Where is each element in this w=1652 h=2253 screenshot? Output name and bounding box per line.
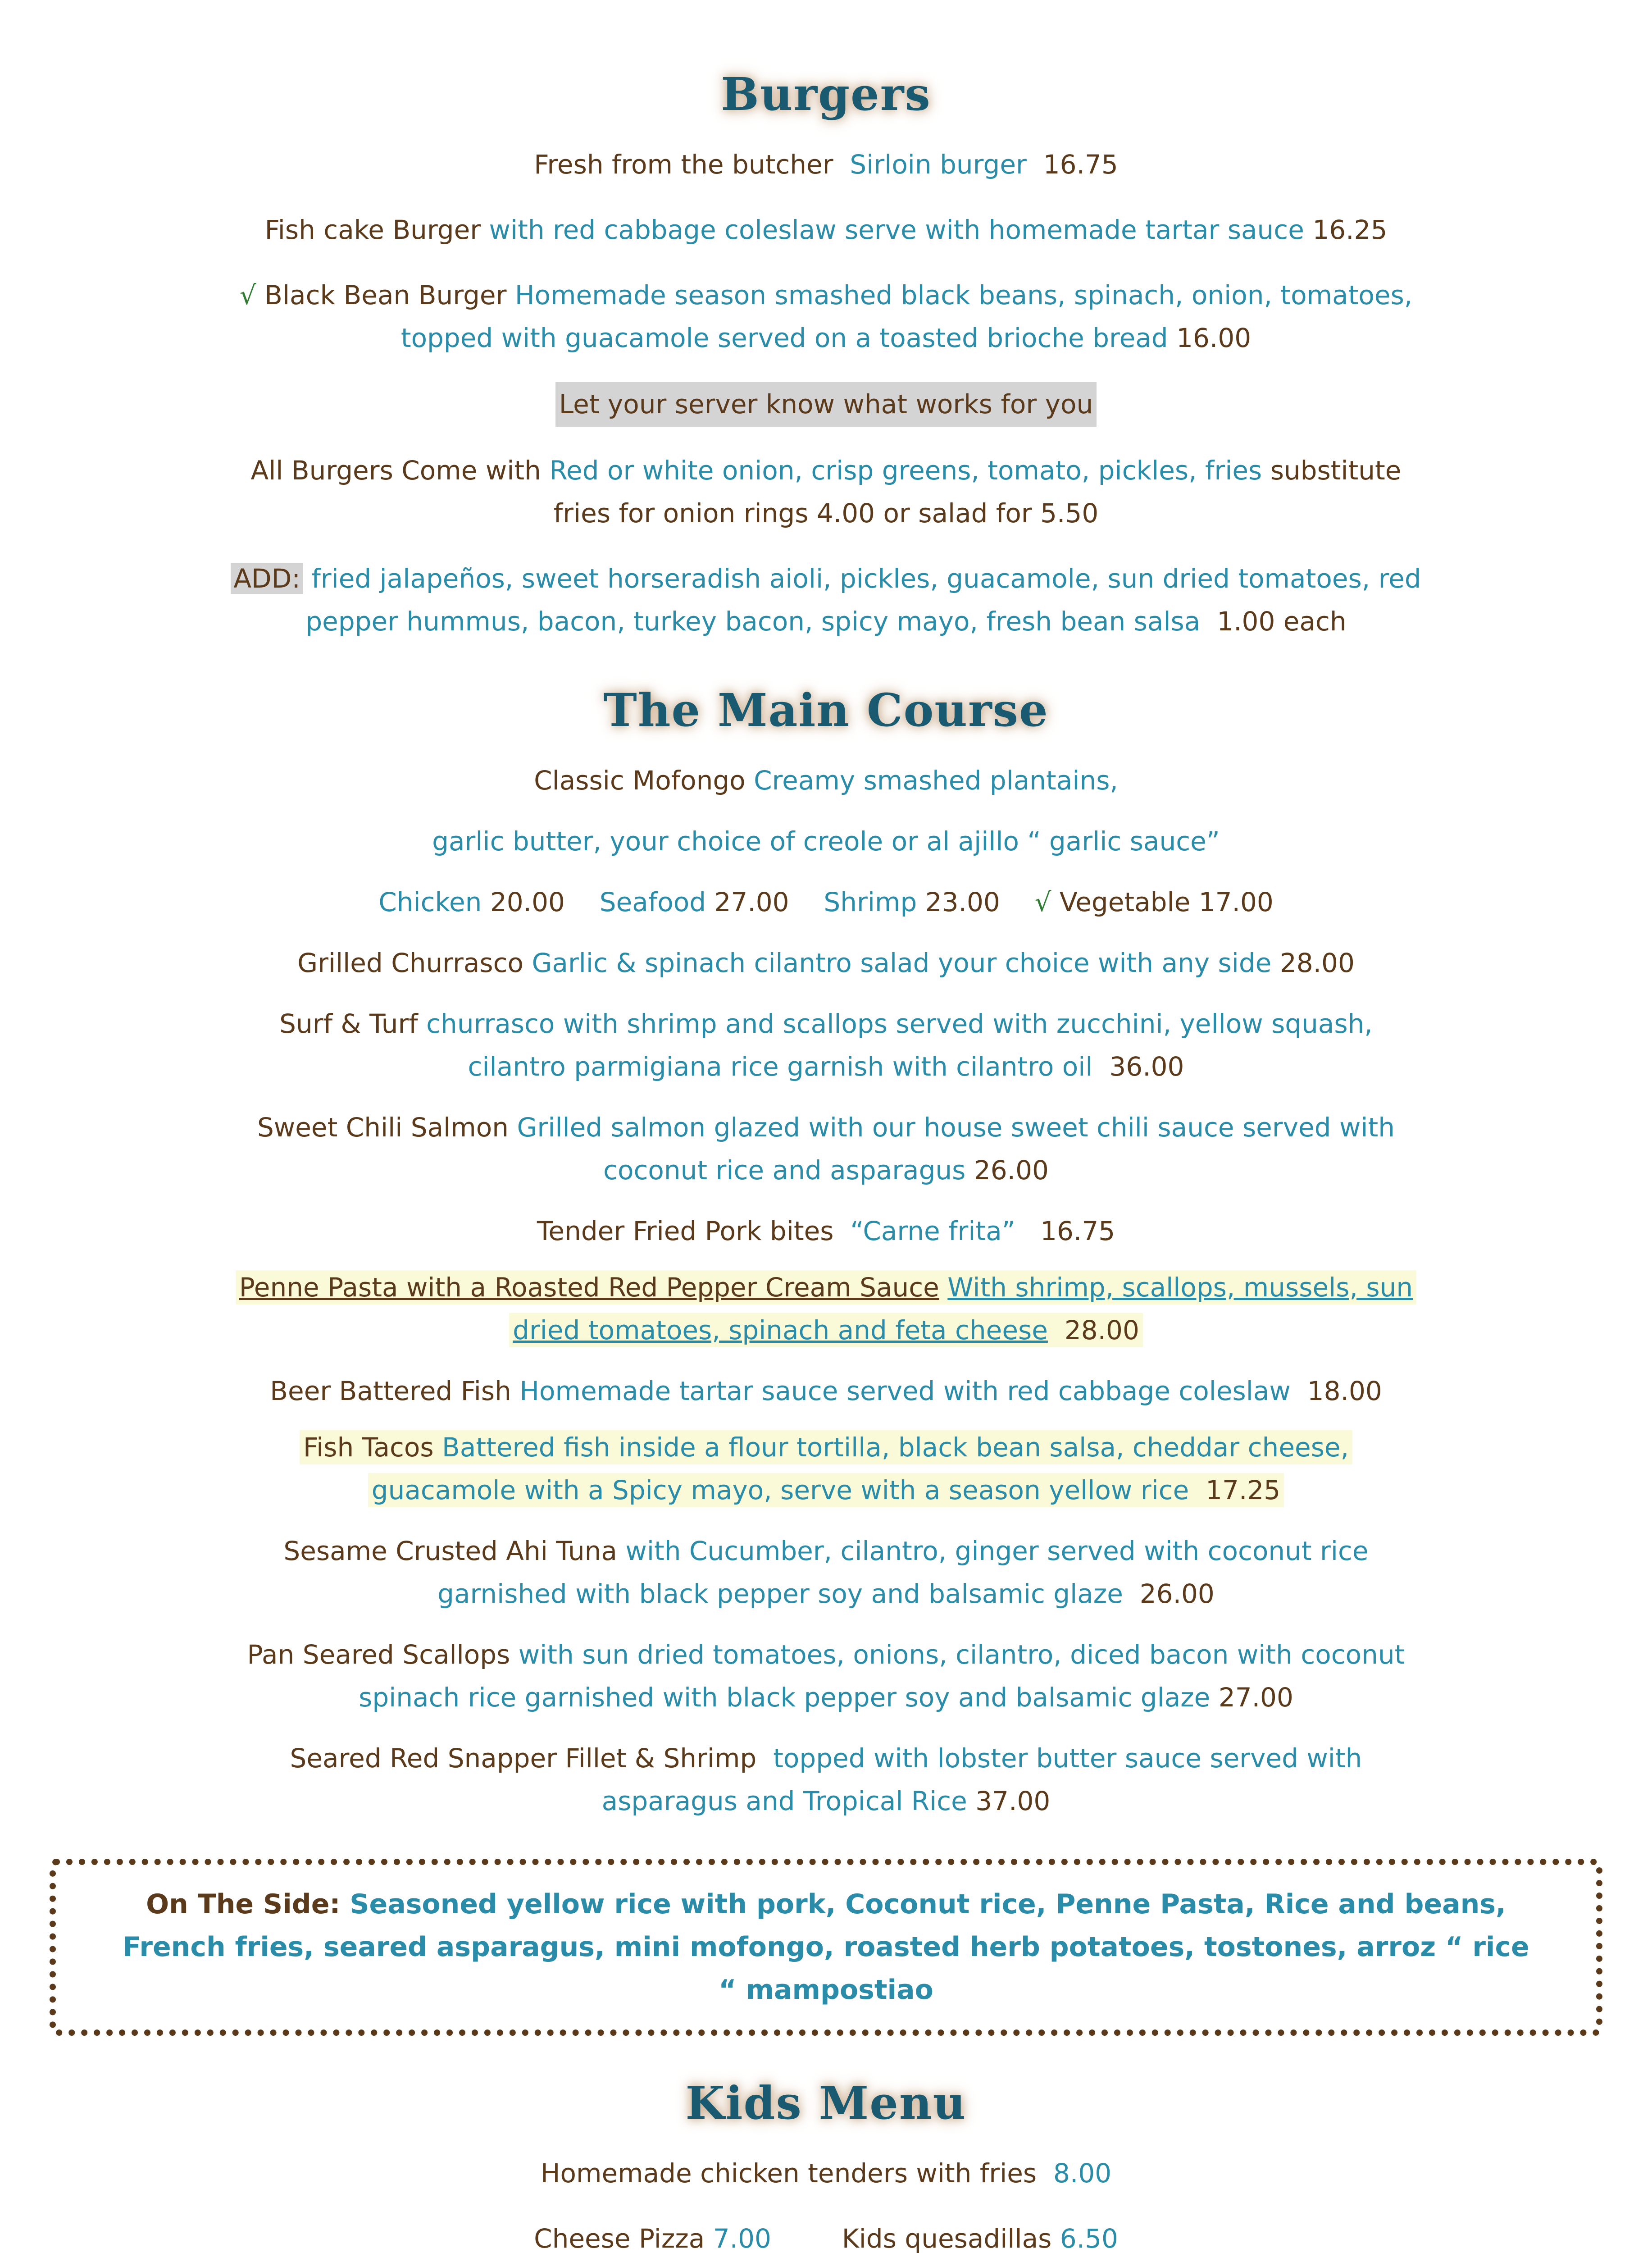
- sides-items: “ mampostiao: [719, 1974, 933, 2006]
- item-name: Fish Tacos: [303, 1432, 434, 1463]
- item-price: 36.00: [1109, 1051, 1184, 1082]
- item-desc: “Carne frita”: [850, 1216, 1015, 1246]
- item-desc: coconut rice and asparagus: [603, 1155, 966, 1186]
- menu-item-fish-tacos: [90, 1426, 1562, 1512]
- option-label: Shrimp: [824, 887, 917, 917]
- item-price: 18.00: [1307, 1376, 1382, 1406]
- item-desc: Homemade season smashed black beans, spinach, onion, tomatoes,: [514, 280, 1413, 310]
- item-desc: with red cabbage coleslaw serve with homemade tartar sauce: [489, 214, 1304, 245]
- item-desc: Battered fish inside a flour tortilla, black bean salsa, cheddar cheese,: [442, 1432, 1349, 1463]
- item-desc: Sirloin burger: [850, 149, 1027, 180]
- item-price: 26.00: [1139, 1578, 1215, 1609]
- item-price: 26.00: [974, 1155, 1049, 1186]
- burgers-title: Burgers: [721, 68, 931, 121]
- item-desc: dried tomatoes, spinach and feta cheese: [513, 1315, 1048, 1345]
- add-price: 1.00 each: [1217, 606, 1347, 637]
- item-desc: topped with lobster butter sauce served with: [773, 1743, 1362, 1774]
- item-name: Black Bean Burger: [264, 280, 507, 310]
- main-course-title: The Main Course: [603, 684, 1049, 737]
- item-desc: garnished with black pepper soy and balsamic glaze: [437, 1578, 1123, 1609]
- sides-box: [50, 1859, 1602, 2036]
- option-label: Chicken: [378, 887, 482, 917]
- item-price: 37.00: [975, 1786, 1051, 1816]
- sides-items: Seasoned yellow rice with pork, Coconut rice, Penne Pasta, Rice and beans,: [350, 1888, 1506, 1920]
- item-price: 6.50: [1060, 2223, 1118, 2253]
- item-name: Fresh from the butcher: [534, 149, 833, 180]
- item-price: 7.00: [713, 2223, 771, 2253]
- menu-item-mofongo: [90, 759, 1562, 924]
- menu-item-sirloin: [90, 143, 1562, 186]
- add-items: fried jalapeños, sweet horseradish aioli, pickles, guacamole, sun dried tomatoes, red: [311, 563, 1421, 594]
- item-name: Tender Fried Pork bites: [537, 1216, 834, 1246]
- item-name: Sweet Chili Salmon: [257, 1112, 509, 1143]
- substitute-label: substitute: [1270, 455, 1402, 486]
- item-price: 16.00: [1176, 323, 1252, 353]
- item-name: Grilled Churrasco: [297, 948, 524, 978]
- menu-item-scallops: [90, 1633, 1562, 1719]
- all-burgers-label: All Burgers Come with: [250, 455, 541, 486]
- item-name: Beer Battered Fish: [270, 1376, 511, 1406]
- all-burgers-info: [90, 449, 1562, 535]
- item-desc: churrasco with shrimp and scallops served with zucchini, yellow squash,: [426, 1008, 1373, 1039]
- item-name: Sesame Crusted Ahi Tuna: [283, 1536, 617, 1566]
- menu-item-fish-cake: [90, 209, 1562, 251]
- add-ons: [90, 557, 1562, 643]
- menu-item-beer-fish: [90, 1370, 1562, 1413]
- item-price: 8.00: [1053, 2158, 1112, 2189]
- menu-item-snapper: [90, 1737, 1562, 1823]
- item-name: Classic Mofongo: [534, 765, 746, 796]
- item-desc: spinach rice garnished with black pepper soy and balsamic glaze: [359, 1682, 1211, 1713]
- item-name: Fish cake Burger: [264, 214, 481, 245]
- item-desc: Garlic & spinach cilantro salad your choice with any side: [532, 948, 1272, 978]
- item-price: 28.00: [1064, 1315, 1139, 1345]
- item-price: 16.25: [1312, 214, 1388, 245]
- menu-item-churrasco: [90, 942, 1562, 985]
- kids-menu-title: Kids Menu: [685, 2076, 967, 2130]
- item-desc: with Cucumber, cilantro, ginger served with coconut rice: [625, 1536, 1369, 1566]
- item-desc: asparagus and Tropical Rice: [601, 1786, 967, 1816]
- item-name: Surf & Turf: [279, 1008, 418, 1039]
- item-desc: with sun dried tomatoes, onions, cilantro, diced bacon with coconut: [518, 1639, 1405, 1670]
- kids-items-row: [90, 2217, 1562, 2253]
- item-desc: topped with guacamole served on a toasted brioche bread: [400, 323, 1168, 353]
- item-name: Seared Red Snapper Fillet & Shrimp: [290, 1743, 757, 1774]
- option-label: Seafood: [599, 887, 706, 917]
- add-label: ADD:: [231, 563, 303, 594]
- menu-item-black-bean: [90, 274, 1562, 360]
- item-desc: Homemade tartar sauce served with red cabbage coleslaw: [519, 1376, 1291, 1406]
- item-desc: guacamole with a Spicy mayo, serve with a season yellow rice: [371, 1475, 1189, 1505]
- item-price: 16.75: [1043, 149, 1118, 180]
- menu-item-tenders: [90, 2152, 1562, 2195]
- all-burgers-desc: Red or white onion, crisp greens, tomato, pickles, fries: [549, 455, 1262, 486]
- item-price: 27.00: [1218, 1682, 1293, 1713]
- menu-item-penne: [90, 1266, 1562, 1352]
- menu-item-pork: [90, 1210, 1562, 1253]
- option-price: 27.00: [714, 887, 789, 917]
- item-desc: garlic butter, your choice of creole or al ajillo “ garlic sauce”: [432, 826, 1220, 857]
- item-price: 28.00: [1279, 948, 1355, 978]
- item-price: 17.25: [1206, 1475, 1281, 1505]
- sides-label: On The Side:: [146, 1888, 341, 1920]
- option-price: 23.00: [925, 887, 1000, 917]
- option-price: 17.00: [1198, 887, 1274, 917]
- item-price: 16.75: [1040, 1216, 1115, 1246]
- server-note: Let your server know what works for you: [555, 382, 1097, 427]
- menu-item-salmon: [90, 1106, 1562, 1192]
- item-desc: cilantro parmigiana rice garnish with cilantro oil: [468, 1051, 1093, 1082]
- menu-item-ahi-tuna: [90, 1530, 1562, 1615]
- item-name: Pan Seared Scallops: [247, 1639, 510, 1670]
- option-price: 20.00: [490, 887, 565, 917]
- menu-item-surf-turf: [90, 1003, 1562, 1088]
- item-desc: Grilled salmon glazed with our house sweet chili sauce served with: [517, 1112, 1395, 1143]
- option-label: Vegetable: [1060, 887, 1191, 917]
- vegetarian-icon: √: [239, 280, 256, 310]
- item-name: Kids quesadillas: [842, 2223, 1052, 2253]
- item-desc: With shrimp, scallops, mussels, sun: [947, 1272, 1413, 1303]
- item-name: Homemade chicken tenders with fries: [540, 2158, 1037, 2189]
- add-items: pepper hummus, bacon, turkey bacon, spicy mayo, fresh bean salsa: [305, 606, 1201, 637]
- substitute-text: fries for onion rings 4.00 or salad for 5.50: [553, 498, 1099, 529]
- sides-items: French fries, seared asparagus, mini mofongo, roasted herb potatoes, tostones, arroz “ rice: [123, 1931, 1529, 1963]
- item-name: Penne Pasta with a Roasted Red Pepper Cream Sauce: [239, 1272, 939, 1303]
- vegetarian-icon: √: [1034, 887, 1051, 917]
- item-desc: Creamy smashed plantains,: [754, 765, 1118, 796]
- item-name: Cheese Pizza: [534, 2223, 705, 2253]
